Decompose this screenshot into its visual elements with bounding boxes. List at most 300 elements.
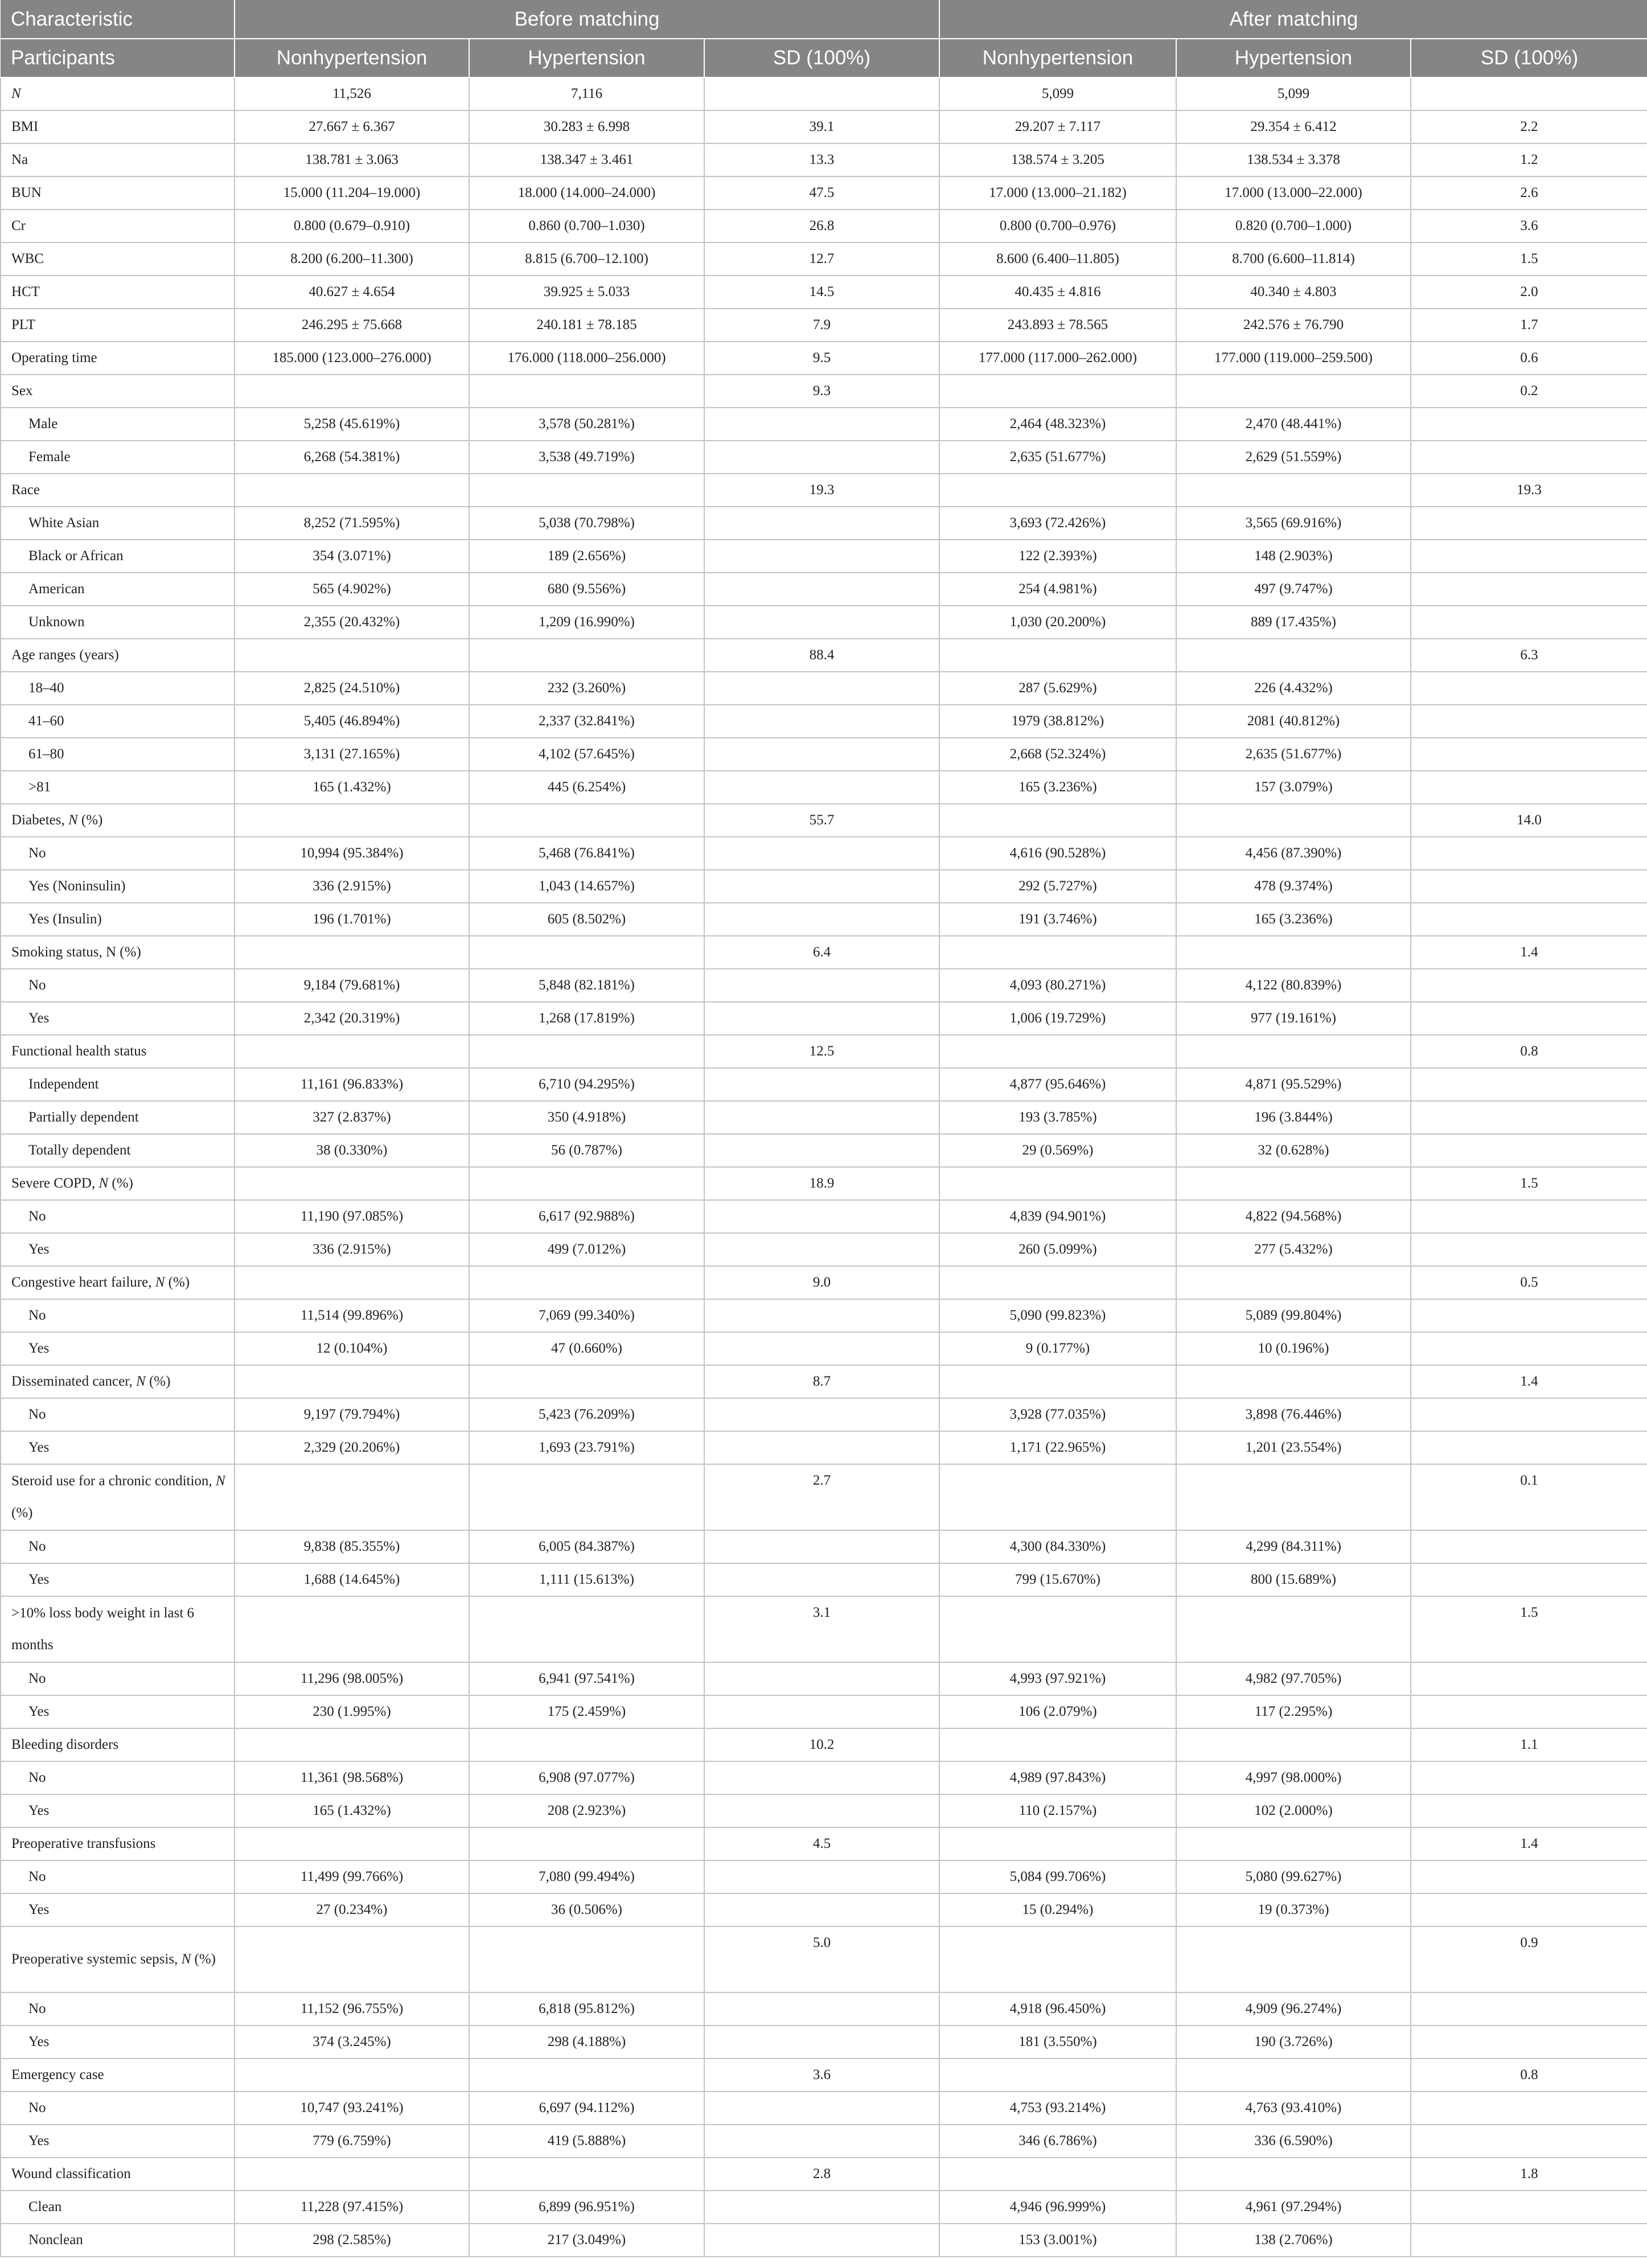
cell-hypertension-after: 165 (3.236%) (1176, 903, 1411, 936)
cell-nonhypertension-before: 6,268 (54.381%) (235, 441, 469, 474)
row-label-text: Severe COPD, (11, 1176, 99, 1191)
cell-nonhypertension-before (235, 1365, 469, 1398)
cell-nonhypertension-after: 4,300 (84.330%) (939, 1530, 1176, 1563)
row-sublabel (1, 1398, 235, 1431)
cell-sd-after: 2.0 (1411, 276, 1647, 309)
cell-hypertension-before: 8.815 (6.700–12.100) (469, 243, 704, 276)
row-label (1, 77, 235, 110)
cell-sd-after: 1.5 (1411, 1596, 1647, 1662)
row-label (1, 2158, 235, 2191)
cell-hypertension-after (1176, 1827, 1411, 1860)
table-row (1, 408, 1647, 441)
row-label-text: No (28, 1869, 46, 1884)
cell-sd-after (1411, 1299, 1647, 1332)
cell-sd-before: 4.5 (704, 1827, 939, 1860)
cell-hypertension-before: 176.000 (118.000–256.000) (469, 342, 704, 375)
table-row (1, 771, 1647, 804)
cell-nonhypertension-before (235, 474, 469, 507)
table-row (1, 1002, 1647, 1035)
cell-sd-before: 39.1 (704, 110, 939, 143)
cell-sd-before: 8.7 (704, 1365, 939, 1398)
cell-hypertension-before: 2,337 (32.841%) (469, 705, 704, 738)
cell-sd-before: 13.3 (704, 143, 939, 176)
row-sublabel (1, 1101, 235, 1134)
table-row (1, 837, 1647, 870)
cell-sd-after (1411, 408, 1647, 441)
cell-hypertension-before (469, 2158, 704, 2191)
cell-hypertension-after: 10 (0.196%) (1176, 1332, 1411, 1365)
cell-sd-before (704, 903, 939, 936)
cell-nonhypertension-after: 165 (3.236%) (939, 771, 1176, 804)
cell-hypertension-after: 5,099 (1176, 77, 1411, 110)
cell-hypertension-after: 2081 (40.812%) (1176, 705, 1411, 738)
row-label-text: Bleeding disorders (11, 1737, 119, 1752)
cell-nonhypertension-before: 9,197 (79.794%) (235, 1398, 469, 1431)
cell-sd-after (1411, 1761, 1647, 1794)
table-row (1, 342, 1647, 375)
cell-sd-before: 14.5 (704, 276, 939, 309)
cell-hypertension-after (1176, 1728, 1411, 1761)
cell-sd-after: 0.1 (1411, 1464, 1647, 1530)
table-row (1, 243, 1647, 276)
cell-sd-after (1411, 540, 1647, 573)
cell-hypertension-before: 30.283 ± 6.998 (469, 110, 704, 143)
cell-nonhypertension-after (939, 1266, 1176, 1299)
table-row (1, 309, 1647, 342)
cell-hypertension-after (1176, 936, 1411, 969)
cell-nonhypertension-before: 10,994 (95.384%) (235, 837, 469, 870)
cell-nonhypertension-before: 1,688 (14.645%) (235, 1563, 469, 1596)
cell-nonhypertension-before: 5,405 (46.894%) (235, 705, 469, 738)
table-row (1, 969, 1647, 1002)
table-row (1, 1464, 1647, 1530)
cell-nonhypertension-before (235, 1926, 469, 1992)
cell-sd-before: 5.0 (704, 1926, 939, 1992)
table-row (1, 1101, 1647, 1134)
cell-sd-before (704, 1893, 939, 1926)
row-label (1, 143, 235, 176)
cell-hypertension-after: 117 (2.295%) (1176, 1695, 1411, 1728)
header-row-columns (1, 39, 1647, 77)
cell-nonhypertension-before: 230 (1.995%) (235, 1695, 469, 1728)
row-label-text: Yes (28, 1704, 50, 1719)
cell-sd-before (704, 1662, 939, 1695)
cell-nonhypertension-after: 4,839 (94.901%) (939, 1200, 1176, 1233)
row-label-text: Yes (28, 1010, 50, 1026)
cell-hypertension-before: 208 (2.923%) (469, 1794, 704, 1827)
cell-sd-after: 1.4 (1411, 936, 1647, 969)
cell-sd-before: 12.7 (704, 243, 939, 276)
cell-sd-before (704, 2025, 939, 2059)
row-label-text: No (28, 1407, 46, 1422)
cell-sd-before (704, 1002, 939, 1035)
cell-nonhypertension-before: 354 (3.071%) (235, 540, 469, 573)
row-label (1, 1365, 235, 1398)
cell-sd-before: 10.2 (704, 1728, 939, 1761)
cell-sd-after (1411, 1695, 1647, 1728)
cell-sd-before: 55.7 (704, 804, 939, 837)
row-label-text: White Asian (28, 515, 100, 531)
header-nonhypertension-before: Nonhypertension (235, 39, 469, 77)
cell-sd-after (1411, 1662, 1647, 1695)
row-sublabel (1, 870, 235, 903)
cell-sd-after: 1.4 (1411, 1827, 1647, 1860)
table-row (1, 1563, 1647, 1596)
cell-nonhypertension-after (939, 936, 1176, 969)
cell-hypertension-after: 138.534 ± 3.378 (1176, 143, 1411, 176)
cell-sd-after: 1.1 (1411, 1728, 1647, 1761)
cell-hypertension-after: 190 (3.726%) (1176, 2025, 1411, 2059)
row-label-suffix: (%) (108, 1176, 133, 1191)
cell-sd-after (1411, 2125, 1647, 2158)
cell-nonhypertension-before: 8,252 (71.595%) (235, 507, 469, 540)
header-nonhypertension-after: Nonhypertension (939, 39, 1176, 77)
row-label-text: Emergency case (11, 2067, 104, 2082)
cell-nonhypertension-before: 11,228 (97.415%) (235, 2191, 469, 2224)
row-sublabel (1, 672, 235, 705)
cell-sd-before (704, 1200, 939, 1233)
cell-sd-after (1411, 77, 1647, 110)
cell-nonhypertension-before (235, 2059, 469, 2092)
table-row (1, 2059, 1647, 2092)
row-label (1, 2059, 235, 2092)
row-label-text: Black or African (28, 548, 124, 564)
cell-sd-after (1411, 1332, 1647, 1365)
cell-sd-before (704, 77, 939, 110)
cell-hypertension-before: 4,102 (57.645%) (469, 738, 704, 771)
row-label (1, 176, 235, 209)
row-sublabel (1, 1200, 235, 1233)
cell-nonhypertension-after (939, 1464, 1176, 1530)
cell-hypertension-before: 7,069 (99.340%) (469, 1299, 704, 1332)
cell-hypertension-after: 4,763 (93.410%) (1176, 2092, 1411, 2125)
row-label (1, 1926, 235, 1992)
cell-hypertension-before: 5,848 (82.181%) (469, 969, 704, 1002)
row-sublabel (1, 2191, 235, 2224)
cell-hypertension-after: 4,299 (84.311%) (1176, 1530, 1411, 1563)
cell-hypertension-before (469, 1827, 704, 1860)
cell-nonhypertension-after (939, 1035, 1176, 1068)
cell-nonhypertension-before (235, 1728, 469, 1761)
cell-sd-before (704, 1398, 939, 1431)
cell-hypertension-after: 2,635 (51.677%) (1176, 738, 1411, 771)
row-label-text: Yes (Noninsulin) (28, 878, 126, 894)
row-label (1, 110, 235, 143)
cell-hypertension-after: 4,909 (96.274%) (1176, 1992, 1411, 2025)
cell-hypertension-before: 3,538 (49.719%) (469, 441, 704, 474)
row-sublabel (1, 1662, 235, 1695)
cell-nonhypertension-before: 11,161 (96.833%) (235, 1068, 469, 1101)
row-sublabel (1, 969, 235, 1002)
table-row (1, 176, 1647, 209)
cell-nonhypertension-after: 181 (3.550%) (939, 2025, 1176, 2059)
cell-hypertension-after: 0.820 (0.700–1.000) (1176, 209, 1411, 243)
table-row (1, 1035, 1647, 1068)
cell-sd-before: 9.3 (704, 375, 939, 408)
row-sublabel (1, 408, 235, 441)
table-row (1, 2092, 1647, 2125)
row-label-text: Sex (11, 383, 33, 398)
row-sublabel (1, 1299, 235, 1332)
table-row (1, 1530, 1647, 1563)
cell-sd-before (704, 540, 939, 573)
row-sublabel (1, 1794, 235, 1827)
cell-nonhypertension-after: 110 (2.157%) (939, 1794, 1176, 1827)
table-row (1, 1167, 1647, 1200)
cell-hypertension-before: 6,899 (96.951%) (469, 2191, 704, 2224)
cell-nonhypertension-after: 153 (3.001%) (939, 2224, 1176, 2257)
table-row (1, 1695, 1647, 1728)
cell-hypertension-after (1176, 1464, 1411, 1530)
cell-nonhypertension-after: 1,171 (22.965%) (939, 1431, 1176, 1464)
row-label-text: BMI (11, 119, 39, 134)
cell-hypertension-after: 5,080 (99.627%) (1176, 1860, 1411, 1893)
cell-hypertension-before: 36 (0.506%) (469, 1893, 704, 1926)
row-label-text: Clean (28, 2199, 62, 2214)
cell-nonhypertension-after (939, 1167, 1176, 1200)
cell-sd-before (704, 408, 939, 441)
cell-nonhypertension-before (235, 2158, 469, 2191)
row-label (1, 243, 235, 276)
cell-nonhypertension-after: 292 (5.727%) (939, 870, 1176, 903)
cell-nonhypertension-after: 8.600 (6.400–11.805) (939, 243, 1176, 276)
cell-sd-after: 0.6 (1411, 342, 1647, 375)
cell-hypertension-before: 499 (7.012%) (469, 1233, 704, 1266)
row-label-text: Yes (28, 1803, 50, 1818)
cell-nonhypertension-before: 138.781 ± 3.063 (235, 143, 469, 176)
cell-hypertension-before: 6,908 (97.077%) (469, 1761, 704, 1794)
cell-sd-before (704, 969, 939, 1002)
cell-hypertension-after: 19 (0.373%) (1176, 1893, 1411, 1926)
cell-hypertension-after: 4,871 (95.529%) (1176, 1068, 1411, 1101)
row-label-text: Smoking status, N (%) (11, 944, 141, 960)
cell-nonhypertension-before: 11,152 (96.755%) (235, 1992, 469, 2025)
cell-nonhypertension-after (939, 2059, 1176, 2092)
cell-sd-after (1411, 1200, 1647, 1233)
cell-nonhypertension-before (235, 804, 469, 837)
row-sublabel (1, 705, 235, 738)
cell-hypertension-before (469, 936, 704, 969)
cell-nonhypertension-before: 27 (0.234%) (235, 1893, 469, 1926)
table-row (1, 804, 1647, 837)
row-label-text: 18–40 (28, 680, 64, 696)
cell-sd-before (704, 837, 939, 870)
row-label-text: Congestive heart failure, (11, 1275, 155, 1290)
cell-hypertension-before: 6,710 (94.295%) (469, 1068, 704, 1101)
cell-nonhypertension-before: 2,825 (24.510%) (235, 672, 469, 705)
cell-nonhypertension-after (939, 1596, 1176, 1662)
row-label-text: Totally dependent (28, 1143, 131, 1158)
row-label-text: Yes (28, 1572, 50, 1587)
cell-sd-after: 0.9 (1411, 1926, 1647, 1992)
cell-sd-before: 2.8 (704, 2158, 939, 2191)
cell-hypertension-after (1176, 474, 1411, 507)
cell-sd-before (704, 441, 939, 474)
cell-sd-before: 9.0 (704, 1266, 939, 1299)
row-sublabel (1, 771, 235, 804)
table-row (1, 738, 1647, 771)
table-row (1, 2158, 1647, 2191)
cell-hypertension-before: 6,941 (97.541%) (469, 1662, 704, 1695)
row-label-text: Independent (28, 1077, 99, 1092)
table-row (1, 1596, 1647, 1662)
cell-hypertension-after: 4,961 (97.294%) (1176, 2191, 1411, 2224)
row-label (1, 1035, 235, 1068)
row-sublabel (1, 1992, 235, 2025)
row-label-text: Unknown (28, 614, 85, 630)
cell-hypertension-after: 497 (9.747%) (1176, 573, 1411, 606)
cell-nonhypertension-before: 40.627 ± 4.654 (235, 276, 469, 309)
row-sublabel (1, 1332, 235, 1365)
cell-sd-before (704, 1332, 939, 1365)
cell-hypertension-before: 217 (3.049%) (469, 2224, 704, 2257)
cell-hypertension-before: 1,209 (16.990%) (469, 606, 704, 639)
row-sublabel (1, 1761, 235, 1794)
cell-nonhypertension-after: 40.435 ± 4.816 (939, 276, 1176, 309)
cell-hypertension-before: 232 (3.260%) (469, 672, 704, 705)
cell-hypertension-before (469, 639, 704, 672)
cell-hypertension-after: 4,822 (94.568%) (1176, 1200, 1411, 1233)
cell-sd-before: 7.9 (704, 309, 939, 342)
cell-nonhypertension-after: 4,877 (95.646%) (939, 1068, 1176, 1101)
cell-hypertension-before (469, 1266, 704, 1299)
row-label-text: WBC (11, 251, 44, 266)
cell-hypertension-before: 1,043 (14.657%) (469, 870, 704, 903)
cell-hypertension-before (469, 1464, 704, 1530)
table-row (1, 903, 1647, 936)
cell-nonhypertension-after: 3,693 (72.426%) (939, 507, 1176, 540)
cell-sd-before: 18.9 (704, 1167, 939, 1200)
cell-sd-after (1411, 1992, 1647, 2025)
table-row (1, 1794, 1647, 1827)
row-sublabel (1, 1695, 235, 1728)
table-row (1, 375, 1647, 408)
cell-nonhypertension-after: 1979 (38.812%) (939, 705, 1176, 738)
row-label (1, 1464, 235, 1530)
header-after-matching: After matching (939, 0, 1647, 39)
cell-nonhypertension-after: 2,635 (51.677%) (939, 441, 1176, 474)
cell-sd-before (704, 1794, 939, 1827)
cell-hypertension-after: 4,982 (97.705%) (1176, 1662, 1411, 1695)
cell-hypertension-after: 336 (6.590%) (1176, 2125, 1411, 2158)
cell-hypertension-after (1176, 1596, 1411, 1662)
cell-hypertension-after: 2,470 (48.441%) (1176, 408, 1411, 441)
row-label (1, 209, 235, 243)
table-row (1, 1926, 1647, 1992)
cell-sd-after: 1.8 (1411, 2158, 1647, 2191)
table-row (1, 441, 1647, 474)
cell-sd-after (1411, 2025, 1647, 2059)
row-label-text: Yes (28, 2133, 50, 2148)
row-label-suffix: (%) (145, 1374, 171, 1389)
row-label (1, 276, 235, 309)
cell-nonhypertension-after (939, 1827, 1176, 1860)
cell-sd-after: 14.0 (1411, 804, 1647, 837)
cell-sd-after: 0.8 (1411, 1035, 1647, 1068)
cell-hypertension-before: 6,617 (92.988%) (469, 1200, 704, 1233)
cell-hypertension-before: 298 (4.188%) (469, 2025, 704, 2059)
cell-sd-before (704, 1431, 939, 1464)
cell-sd-after (1411, 672, 1647, 705)
cell-sd-before (704, 1134, 939, 1167)
cell-nonhypertension-after (939, 639, 1176, 672)
cell-nonhypertension-before (235, 1596, 469, 1662)
row-label-n: N (215, 1473, 225, 1489)
cell-nonhypertension-before (235, 639, 469, 672)
cell-sd-after: 1.5 (1411, 243, 1647, 276)
cell-nonhypertension-after: 4,993 (97.921%) (939, 1662, 1176, 1695)
cell-nonhypertension-before: 11,499 (99.766%) (235, 1860, 469, 1893)
cell-nonhypertension-before: 11,526 (235, 77, 469, 110)
row-label-text: No (28, 1539, 46, 1554)
row-sublabel (1, 540, 235, 573)
row-label (1, 474, 235, 507)
cell-sd-after: 0.8 (1411, 2059, 1647, 2092)
row-sublabel (1, 2125, 235, 2158)
cell-sd-after: 1.7 (1411, 309, 1647, 342)
cell-nonhypertension-before: 11,296 (98.005%) (235, 1662, 469, 1695)
header-hypertension-after: Hypertension (1176, 39, 1411, 77)
row-label-text: No (28, 845, 46, 861)
cell-sd-after (1411, 441, 1647, 474)
cell-hypertension-before (469, 375, 704, 408)
cell-nonhypertension-after: 4,946 (96.999%) (939, 2191, 1176, 2224)
cell-nonhypertension-before (235, 1827, 469, 1860)
cell-nonhypertension-after: 191 (3.746%) (939, 903, 1176, 936)
cell-hypertension-before: 1,111 (15.613%) (469, 1563, 704, 1596)
table-row (1, 540, 1647, 573)
cell-hypertension-after: 242.576 ± 76.790 (1176, 309, 1411, 342)
cell-nonhypertension-after: 2,464 (48.323%) (939, 408, 1176, 441)
table-row (1, 672, 1647, 705)
cell-nonhypertension-before: 11,361 (98.568%) (235, 1761, 469, 1794)
row-label-text: >81 (28, 779, 51, 795)
row-sublabel (1, 2224, 235, 2257)
cell-nonhypertension-after: 287 (5.629%) (939, 672, 1176, 705)
header-sd-after: SD (100%) (1411, 39, 1647, 77)
row-label-text: Yes (Insulin) (28, 911, 102, 927)
row-label-text: Yes (28, 1242, 50, 1257)
cell-nonhypertension-after: 193 (3.785%) (939, 1101, 1176, 1134)
row-label-text: No (28, 1308, 46, 1323)
cell-hypertension-after: 8.700 (6.600–11.814) (1176, 243, 1411, 276)
row-label (1, 309, 235, 342)
cell-hypertension-before: 3,578 (50.281%) (469, 408, 704, 441)
row-label (1, 1827, 235, 1860)
cell-hypertension-after: 977 (19.161%) (1176, 1002, 1411, 1035)
cell-sd-after: 3.6 (1411, 209, 1647, 243)
cell-sd-before: 9.5 (704, 342, 939, 375)
row-label-text: Race (11, 482, 40, 498)
table-row (1, 1398, 1647, 1431)
cell-sd-before: 6.4 (704, 936, 939, 969)
row-label-text: Partially dependent (28, 1110, 139, 1125)
cell-hypertension-before: 56 (0.787%) (469, 1134, 704, 1167)
cell-nonhypertension-before (235, 1266, 469, 1299)
table-row (1, 1266, 1647, 1299)
row-label-text: Operating time (11, 350, 97, 365)
cell-nonhypertension-after (939, 474, 1176, 507)
row-label-text: PLT (11, 317, 36, 332)
cell-nonhypertension-before (235, 1464, 469, 1530)
cell-hypertension-after: 4,456 (87.390%) (1176, 837, 1411, 870)
cell-hypertension-before (469, 1596, 704, 1662)
row-label-text: Yes (28, 2034, 50, 2049)
row-label (1, 1728, 235, 1761)
cell-sd-before: 12.5 (704, 1035, 939, 1068)
cell-nonhypertension-after: 15 (0.294%) (939, 1893, 1176, 1926)
cell-sd-before (704, 1530, 939, 1563)
